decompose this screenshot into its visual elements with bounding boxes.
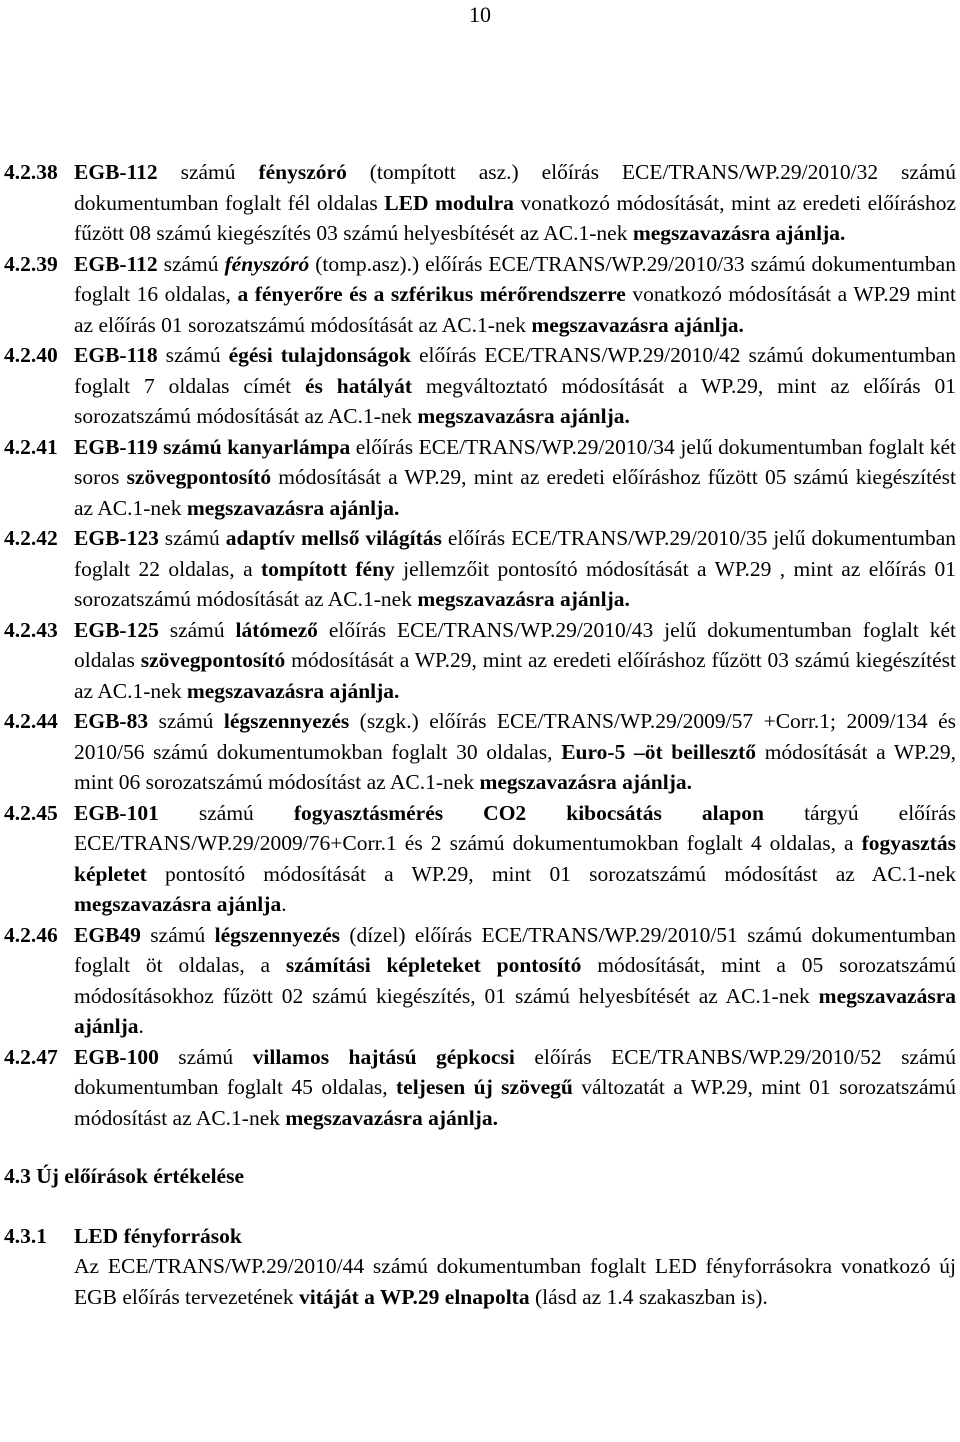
text-run: számú (140, 922, 215, 947)
text-run: előírás ECE/TRANS/WP.29/2010/34 jelű dokumentumban foglalt két soros (74, 434, 957, 489)
emphasized-text: megszavazásra ajánlja (74, 892, 282, 916)
emphasized-text: EGB-83 (74, 709, 149, 733)
emphasized-text: és hatályát (304, 373, 413, 398)
list-item (4, 432, 956, 524)
emphasized-text: EGB-125 (74, 617, 159, 642)
emphasized-text: légszennyezés (214, 922, 340, 947)
item-list (4, 157, 956, 1133)
text-run: számú (157, 343, 229, 367)
text-run: előírás ECE/TRANS/WP.29/2010/43 jelű dokumentumban foglalt két oldalas (74, 617, 956, 672)
emphasized-text: EGB-112 (74, 251, 158, 276)
text-run: (lásd az 1.4 szakaszban is). (529, 1284, 768, 1309)
item-number: 4.2.42 (4, 526, 58, 550)
emphasized-text: Euro-5 –öt beillesztő (561, 739, 757, 764)
emphasized-text: adaptív mellső világítás (225, 526, 442, 550)
item-text (74, 1042, 956, 1134)
list-item (4, 340, 956, 432)
emphasized-text: villamos hajtású gépkocsi (252, 1044, 515, 1069)
emphasized-text: megszavazásra ajánlja. (632, 221, 846, 245)
text-run: . (281, 892, 287, 916)
list-item (4, 920, 956, 1042)
emphasized-text: megszavazásra ajánlja (74, 983, 956, 1038)
item-number: 4.2.46 (4, 922, 58, 947)
subsection-title: LED fényforrások (74, 1223, 242, 1248)
text-run: számú (158, 800, 294, 825)
list-item (4, 706, 956, 798)
emphasized-text: teljesen új szövegű (396, 1075, 573, 1099)
emphasized-text: megszavazásra ajánlja. (417, 404, 630, 428)
text-run: módosítását a WP.29, mint az eredeti előíráshoz fűzött 03 számú kiegészítést az AC.1-nek (74, 648, 956, 703)
emphasized-text: LED modulra (384, 190, 514, 215)
emphasized-text: EGB-112 (74, 160, 158, 184)
text-run: előírás ECE/TRANBS/WP.29/2010/52 számú dokumentumban foglalt 45 oldalas, (74, 1044, 956, 1099)
item-text (74, 340, 956, 432)
text-run: . (138, 1014, 144, 1038)
text-run: módosítását, mint a 05 sorozatszámú módosításokhoz fűzött 02 számú kiegészítés, 01 számú helyesbítését az AC.1-nek (74, 953, 957, 1008)
list-item (4, 615, 956, 707)
emphasized-text: látómező (235, 617, 318, 642)
text-run: számú (158, 526, 226, 550)
text-run: számú (157, 160, 259, 184)
emphasized-text: fogyasztásmérés CO2 kibocsátás alapon (293, 800, 765, 825)
item-text (74, 523, 956, 615)
section-heading: 4.3 Új előírások értékelése (4, 1164, 245, 1188)
emphasized-text: szövegpontosító (140, 648, 286, 672)
subsection-body (74, 1221, 956, 1313)
subsection-number: 4.3.1 (4, 1223, 47, 1248)
text-run: módosítását a WP.29, mint az eredeti előíráshoz fűzött 05 számú kiegészítést az AC.1-nek (74, 465, 956, 520)
list-item (4, 157, 956, 249)
text-run: számú (158, 1044, 253, 1069)
item-text (74, 615, 956, 707)
text-run: (szgk.) előírás ECE/TRANS/WP.29/2009/57 +Corr.1; 2009/134 és 2010/56 számú dokumentumokban foglalt 30 oldalas, (74, 709, 956, 764)
list-item (4, 798, 956, 920)
text-run: megváltoztató módosítását a WP.29, mint az előírás 01 sorozatszámú módosítását az AC.1-nek (74, 373, 956, 428)
emphasized-text: megszavazásra ajánlja. (285, 1105, 498, 1130)
item-number: 4.2.43 (4, 617, 58, 642)
text-run: (tomp.asz).) előírás ECE/TRANS/WP.29/2010/33 számú dokumentumban foglalt 16 oldalas, (74, 251, 956, 306)
text-run: pontosító módosítását a WP.29, mint 01 sorozatszámú módosítást az AC.1-nek (146, 861, 956, 886)
emphasized-text: légszennyezés (223, 709, 350, 733)
emphasized-text: számítási képleteket pontosító (285, 953, 582, 977)
emphasized-text: megszavazásra ajánlja. (186, 495, 400, 520)
item-number: 4.2.39 (4, 251, 58, 276)
emphasized-text: megszavazásra ajánlja. (479, 770, 693, 794)
emphasized-text: EGB-118 (74, 343, 158, 367)
list-item (4, 249, 956, 341)
text-run: számú (148, 709, 224, 733)
emphasized-text: szövegpontosító (126, 465, 272, 489)
item-number: 4.2.45 (4, 800, 58, 825)
text-run: számú (157, 251, 225, 276)
text-run: előírás ECE/TRANS/WP.29/2010/42 számú dokumentumban foglalt 7 oldalas címét (74, 343, 956, 398)
text-run: Az ECE/TRANS/WP.29/2010/44 számú dokumentumban foglalt LED fényforrásokra vonatkozó új EGB előírás tervezetének (74, 1254, 956, 1309)
emphasized-text: megszavazásra ajánlja. (417, 587, 630, 611)
page-number: 10 (469, 2, 491, 27)
list-item (4, 1042, 956, 1134)
item-number: 4.2.44 (4, 709, 58, 733)
item-text (74, 432, 956, 524)
emphasized-text: megszavazásra ajánlja. (531, 312, 744, 337)
emphasized-text: vitáját a WP.29 elnapolta (299, 1284, 530, 1309)
emphasized-text: megszavazásra ajánlja. (186, 678, 400, 703)
emphasized-text: EGB-123 (74, 526, 159, 550)
emphasized-text: EGB-119 (74, 434, 158, 459)
emphasized-text: EGB49 (74, 922, 141, 947)
item-text (74, 706, 956, 798)
item-text (74, 249, 956, 341)
text-run: vonatkozó módosítását a WP.29 mint az előírás 01 sorozatszámú módosítását az AC.1-nek (74, 282, 957, 337)
document-body (4, 157, 956, 1312)
emphasized-text: tompított fény (261, 556, 395, 581)
emphasized-text: fényszóró (224, 251, 310, 276)
emphasized-text: EGB-100 (74, 1044, 159, 1069)
subsection-paragraph (74, 1251, 956, 1312)
item-number: 4.2.40 (4, 343, 58, 367)
item-text (74, 920, 956, 1042)
text-run: módosítását a WP.29, mint 06 sorozatszámú módosítást az AC.1-nek (74, 739, 956, 794)
text-run: számú (158, 617, 236, 642)
item-number: 4.2.41 (4, 434, 58, 459)
emphasized-text: égési tulajdonságok (228, 343, 411, 367)
text-run: vonatkozó módosítását, mint az eredeti előíráshoz fűzött 08 számú kiegészítés 03 számú helyesbítését az AC.1-nek (74, 190, 956, 245)
emphasized-text: fogyasztás képletet (74, 831, 956, 886)
item-number: 4.2.47 (4, 1044, 58, 1069)
item-number: 4.2.38 (4, 160, 58, 184)
emphasized-text: számú kanyarlámpa (163, 434, 351, 459)
text-run: jellemzőit pontosító módosítását a WP.29 , mint az előírás 01 sorozatszámú módosítását az AC.1-nek (74, 556, 956, 611)
text-run: (dízel) előírás ECE/TRANS/WP.29/2010/51 számú dokumentumban foglalt öt oldalas, a (74, 922, 956, 977)
item-text (74, 798, 956, 920)
text-run: tárgyú előírás ECE/TRANS/WP.29/2009/76+Corr.1 és 2 számú dokumentumokban foglalt 4 oldalas, a (74, 800, 956, 855)
text-run: (tompított asz.) előírás ECE/TRANS/WP.29/2010/32 számú dokumentumban foglalt fél oldalas (74, 160, 956, 215)
list-item (4, 523, 956, 615)
emphasized-text: EGB-101 (74, 800, 159, 825)
emphasized-text: fényszóró (258, 160, 347, 184)
subsection (4, 1221, 956, 1313)
text-run: előírás ECE/TRANS/WP.29/2010/35 jelű dokumentumban foglalt 22 oldalas, a (74, 526, 956, 581)
item-text (74, 157, 956, 249)
emphasized-text: a fényerőre és a szférikus mérőrendszerre (237, 282, 626, 306)
text-run: változatát a WP.29, mint 01 sorozatszámú módosítást az AC.1-nek (74, 1075, 956, 1130)
